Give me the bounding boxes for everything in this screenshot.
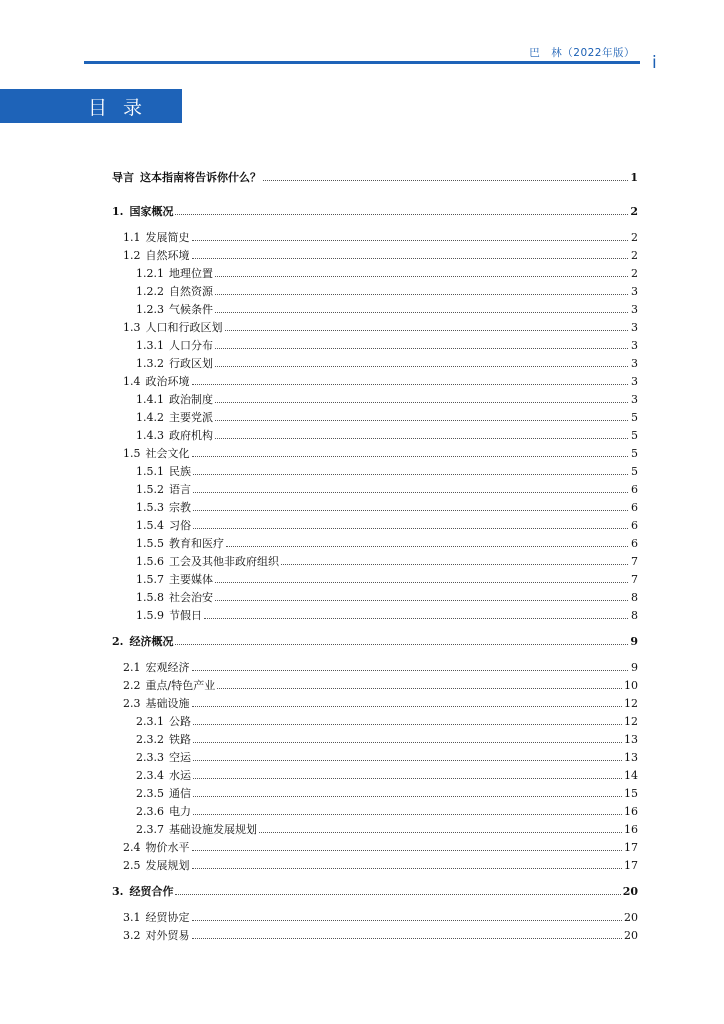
toc-entry-page: 5: [631, 447, 638, 460]
toc-entry-number: 1.3: [123, 321, 141, 334]
toc-leader-dots: [215, 348, 628, 349]
toc-entry-page: 2: [630, 205, 638, 218]
toc-entry-number: 1.5.7: [136, 573, 164, 586]
toc-leader-dots: [193, 742, 622, 743]
table-of-contents: [112, 166, 638, 942]
toc-entry-section[interactable]: [112, 442, 638, 460]
toc-entry-number: 1.5.1: [136, 465, 164, 478]
toc-leader-dots: [192, 384, 629, 385]
toc-entry-number: 2.3.3: [136, 751, 164, 764]
toc-entry-page: 17: [624, 841, 638, 854]
toc-entry-chapter[interactable]: [112, 880, 638, 898]
toc-entry-page: 15: [624, 787, 638, 800]
toc-entry-label: 政府机构: [169, 429, 213, 442]
toc-entry-subsection[interactable]: [112, 604, 638, 622]
toc-entry-subsection[interactable]: [112, 568, 638, 586]
toc-entry-label: 重点/特色产业: [145, 679, 216, 692]
toc-entry-page: 14: [624, 769, 638, 782]
toc-title-bar: [0, 89, 182, 123]
toc-entry-label: 人口分布: [169, 339, 213, 352]
toc-entry-label: 主要党派: [169, 411, 213, 424]
toc-entry-label: 基础设施: [145, 697, 190, 710]
toc-leader-dots: [281, 564, 628, 565]
toc-entry-number: 1.2: [123, 249, 141, 262]
toc-entry-page: 2: [631, 231, 638, 244]
toc-leader-dots: [175, 894, 620, 895]
toc-leader-dots: [215, 402, 628, 403]
toc-entry-label: 电力: [169, 805, 191, 818]
toc-leader-dots: [193, 474, 628, 475]
toc-entry-page: 2: [631, 267, 638, 280]
toc-spacer: [112, 218, 638, 226]
toc-entry-subsection[interactable]: [112, 388, 638, 406]
toc-leader-dots: [193, 778, 622, 779]
toc-entry-page: 1: [630, 171, 638, 184]
toc-entry-number: 2.3.4: [136, 769, 164, 782]
toc-entry-number: 1.4.1: [136, 393, 164, 406]
toc-entry-label: 对外贸易: [145, 929, 190, 942]
toc-entry-label: 自然资源: [169, 285, 213, 298]
toc-entry-number: 3.1: [123, 911, 141, 924]
toc-entry-label: 经贸协定: [145, 911, 190, 924]
toc-entry-section[interactable]: [112, 906, 638, 924]
toc-entry-section[interactable]: [112, 244, 638, 262]
toc-entry-section[interactable]: [112, 370, 638, 388]
toc-entry-page: 6: [631, 519, 638, 532]
toc-spacer: [112, 192, 638, 200]
toc-leader-dots: [192, 240, 629, 241]
toc-leader-dots: [193, 492, 628, 493]
toc-leader-dots: [215, 294, 628, 295]
toc-entry-page: 7: [631, 555, 638, 568]
toc-entry-label: 通信: [169, 787, 191, 800]
toc-leader-dots: [192, 850, 623, 851]
toc-entry-number: 1.4: [123, 375, 141, 388]
toc-entry-subsection[interactable]: [112, 800, 638, 818]
toc-entry-page: 10: [624, 679, 638, 692]
toc-entry-label: 人口和行政区划: [145, 321, 223, 334]
toc-title: 目录: [88, 97, 159, 119]
toc-entry-label: 宏观经济: [145, 661, 190, 674]
toc-leader-dots: [215, 600, 628, 601]
toc-entry-chapter[interactable]: [112, 630, 638, 648]
toc-entry-page: 20: [624, 929, 638, 942]
toc-entry-number: 2.5: [123, 859, 141, 872]
toc-entry-label: 宗教: [169, 501, 191, 514]
toc-entry-subsection[interactable]: [112, 514, 638, 532]
toc-leader-dots: [193, 724, 622, 725]
toc-entry-number: 1.5.4: [136, 519, 164, 532]
toc-entry-page: 2: [631, 249, 638, 262]
toc-entry-page: 3: [631, 393, 638, 406]
toc-entry-page: 8: [631, 591, 638, 604]
toc-leader-dots: [204, 618, 628, 619]
toc-spacer: [112, 622, 638, 630]
toc-entry-number: 2.: [112, 635, 124, 648]
toc-leader-dots: [193, 760, 622, 761]
toc-entry-label: 教育和医疗: [169, 537, 224, 550]
toc-entry-section[interactable]: [112, 226, 638, 244]
toc-entry-label: 水运: [169, 769, 191, 782]
toc-entry-subsection[interactable]: [112, 460, 638, 478]
toc-entry-number: 1.4.2: [136, 411, 164, 424]
toc-leader-dots: [217, 688, 622, 689]
toc-entry-page: 9: [630, 635, 638, 648]
toc-entry-label: 发展简史: [145, 231, 190, 244]
toc-leader-dots: [215, 276, 628, 277]
toc-entry-number: 2.3.2: [136, 733, 164, 746]
toc-entry-label: 经贸合作: [129, 885, 174, 898]
toc-entry-page: 7: [631, 573, 638, 586]
toc-entry-page: 6: [631, 501, 638, 514]
toc-leader-dots: [192, 938, 623, 939]
toc-leader-dots: [215, 420, 628, 421]
toc-entry-page: 5: [631, 429, 638, 442]
toc-spacer: [112, 184, 638, 192]
toc-entry-subsection[interactable]: [112, 764, 638, 782]
toc-entry-number: 1.3.1: [136, 339, 164, 352]
toc-spacer: [112, 872, 638, 880]
toc-entry-label: 这本指南将告诉你什么？: [140, 171, 261, 184]
toc-entry-label: 民族: [169, 465, 191, 478]
toc-entry-subsection[interactable]: [112, 262, 638, 280]
toc-entry-page: 9: [631, 661, 638, 674]
toc-entry-chapter[interactable]: [112, 200, 638, 218]
toc-entry-subsection[interactable]: [112, 532, 638, 550]
toc-entry-number: 1.5.2: [136, 483, 164, 496]
toc-entry-number: 1.2.1: [136, 267, 164, 280]
toc-entry-number: 2.3.1: [136, 715, 164, 728]
toc-entry-page: 17: [624, 859, 638, 872]
toc-entry-number: 1.5.6: [136, 555, 164, 568]
toc-entry-label: 社会文化: [145, 447, 190, 460]
toc-entry-subsection[interactable]: [112, 550, 638, 568]
toc-entry-label: 空运: [169, 751, 191, 764]
toc-entry-page: 5: [631, 465, 638, 478]
toc-entry-section[interactable]: [112, 692, 638, 710]
toc-entry-number: 导言: [112, 171, 134, 184]
toc-entry-subsection[interactable]: [112, 710, 638, 728]
toc-entry-page: 3: [631, 375, 638, 388]
toc-entry-page: 5: [631, 411, 638, 424]
toc-entry-label: 政治制度: [169, 393, 213, 406]
toc-leader-dots: [192, 868, 623, 869]
toc-entry-subsection[interactable]: [112, 496, 638, 514]
toc-entry-number: 1.5.5: [136, 537, 164, 550]
toc-leader-dots: [192, 456, 629, 457]
toc-entry-page: 3: [631, 285, 638, 298]
toc-leader-dots: [175, 644, 628, 645]
toc-entry-section[interactable]: [112, 316, 638, 334]
toc-entry-subsection[interactable]: [112, 746, 638, 764]
toc-entry-page: 8: [631, 609, 638, 622]
toc-entry-subsection[interactable]: [112, 782, 638, 800]
toc-entry-page: 16: [624, 805, 638, 818]
toc-entry-number: 3.: [112, 885, 124, 898]
toc-entry-page: 20: [624, 911, 638, 924]
toc-entry-number: 2.3.5: [136, 787, 164, 800]
toc-entry-subsection[interactable]: [112, 728, 638, 746]
toc-entry-page: 6: [631, 483, 638, 496]
toc-entry-number: 1.2.3: [136, 303, 164, 316]
toc-leader-dots: [226, 546, 628, 547]
toc-leader-dots: [193, 510, 628, 511]
toc-entry-page: 13: [624, 751, 638, 764]
toc-entry-page: 3: [631, 357, 638, 370]
toc-leader-dots: [263, 180, 628, 181]
toc-entry-page: 3: [631, 339, 638, 352]
toc-entry-subsection[interactable]: [112, 818, 638, 836]
toc-entry-section[interactable]: [112, 674, 638, 692]
toc-entry-page: 3: [631, 303, 638, 316]
toc-leader-dots: [215, 582, 628, 583]
toc-entry-label: 铁路: [169, 733, 191, 746]
toc-entry-number: 1.4.3: [136, 429, 164, 442]
toc-entry-number: 1.: [112, 205, 124, 218]
toc-leader-dots: [215, 312, 628, 313]
toc-entry-subsection[interactable]: [112, 424, 638, 442]
toc-entry-page: 6: [631, 537, 638, 550]
toc-entry-number: 1.5.3: [136, 501, 164, 514]
toc-entry-number: 2.3: [123, 697, 141, 710]
toc-entry-number: 3.2: [123, 929, 141, 942]
toc-entry-page: 20: [622, 885, 638, 898]
toc-entry-number: 1.5.9: [136, 609, 164, 622]
toc-entry-page: 13: [624, 733, 638, 746]
toc-entry-label: 基础设施发展规划: [169, 823, 257, 836]
toc-entry-label: 自然环境: [145, 249, 190, 262]
toc-entry-label: 工会及其他非政府组织: [169, 555, 279, 568]
toc-entry-section[interactable]: [112, 656, 638, 674]
toc-entry-number: 2.4: [123, 841, 141, 854]
toc-entry-label: 气候条件: [169, 303, 213, 316]
toc-entry-number: 1.5: [123, 447, 141, 460]
toc-entry-section[interactable]: [112, 924, 638, 942]
toc-entry-page: 3: [631, 321, 638, 334]
toc-entry-page: 16: [624, 823, 638, 836]
toc-leader-dots: [215, 438, 628, 439]
toc-leader-dots: [259, 832, 622, 833]
toc-entry-subsection[interactable]: [112, 280, 638, 298]
toc-leader-dots: [215, 366, 628, 367]
toc-entry-label: 主要媒体: [169, 573, 213, 586]
toc-entry-label: 语言: [169, 483, 191, 496]
toc-entry-label: 发展规划: [145, 859, 190, 872]
toc-entry-number: 1.2.2: [136, 285, 164, 298]
toc-entry-subsection[interactable]: [112, 334, 638, 352]
toc-entry-number: 2.3.7: [136, 823, 164, 836]
toc-leader-dots: [193, 528, 628, 529]
toc-entry-label: 地理位置: [169, 267, 213, 280]
toc-entry-section[interactable]: [112, 836, 638, 854]
toc-entry-label: 经济概况: [129, 635, 174, 648]
toc-entry-label: 习俗: [169, 519, 191, 532]
toc-entry-number: 1.3.2: [136, 357, 164, 370]
toc-entry-subsection[interactable]: [112, 352, 638, 370]
toc-entry-section[interactable]: [112, 854, 638, 872]
toc-entry-label: 国家概况: [129, 205, 174, 218]
toc-leader-dots: [192, 706, 623, 707]
toc-spacer: [112, 898, 638, 906]
toc-entry-subsection[interactable]: [112, 478, 638, 496]
toc-entry-label: 社会治安: [169, 591, 213, 604]
toc-entry-label: 行政区划: [169, 357, 213, 370]
header-rule: [84, 61, 640, 64]
running-header: 巴 林（2022年版）: [529, 47, 635, 59]
toc-entry-page: 12: [624, 697, 638, 710]
toc-entry-label: 公路: [169, 715, 191, 728]
toc-entry-chapter[interactable]: [112, 166, 638, 184]
toc-leader-dots: [192, 920, 623, 921]
toc-leader-dots: [193, 796, 622, 797]
toc-leader-dots: [175, 214, 628, 215]
toc-entry-label: 物价水平: [145, 841, 190, 854]
page-number: i: [652, 53, 657, 73]
toc-entry-number: 2.2: [123, 679, 141, 692]
toc-leader-dots: [192, 670, 629, 671]
toc-leader-dots: [225, 330, 629, 331]
toc-leader-dots: [193, 814, 622, 815]
toc-entry-subsection[interactable]: [112, 298, 638, 316]
toc-entry-number: 1.1: [123, 231, 141, 244]
toc-entry-label: 节假日: [169, 609, 202, 622]
toc-entry-page: 12: [624, 715, 638, 728]
toc-entry-subsection[interactable]: [112, 586, 638, 604]
toc-leader-dots: [192, 258, 629, 259]
toc-entry-subsection[interactable]: [112, 406, 638, 424]
toc-spacer: [112, 648, 638, 656]
toc-entry-number: 1.5.8: [136, 591, 164, 604]
toc-entry-number: 2.3.6: [136, 805, 164, 818]
toc-entry-number: 2.1: [123, 661, 141, 674]
toc-entry-label: 政治环境: [145, 375, 190, 388]
